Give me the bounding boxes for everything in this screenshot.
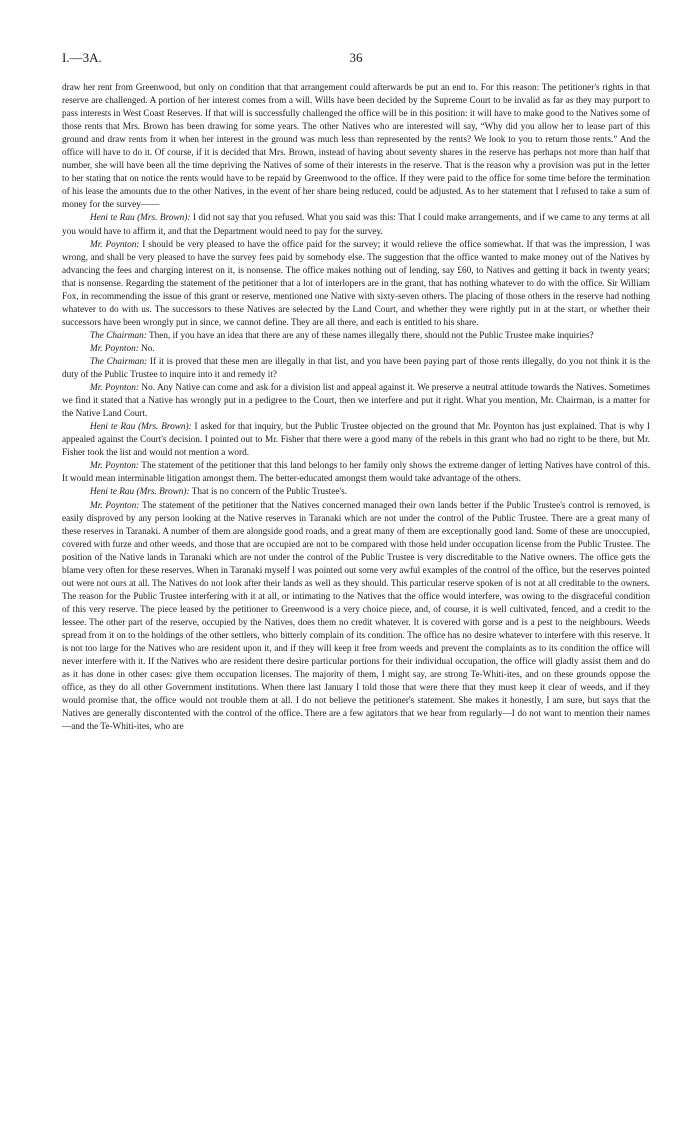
paragraph xyxy=(62,382,650,421)
speaker-name: Mr. Poynton: xyxy=(90,383,139,394)
paragraph-text: No. xyxy=(138,343,155,354)
speaker-name: Heni te Rau (Mrs. Brown): xyxy=(90,422,192,433)
paragraph xyxy=(62,500,650,735)
page-number: 36 xyxy=(349,50,363,65)
speaker-name: Heni te Rau (Mrs. Brown): xyxy=(90,487,190,498)
speaker-name: Mr. Poynton: xyxy=(90,500,140,511)
paragraph-text: No. Any Native can come and ask for a division list and appeal against it. We preserve a neutral attitude towards the Natives. Sometimes we find it stated that a Native has wrongly put in a pedigree to the Court, then we interfere and put it right. What you mention, Mr. Chairman, is a matter for the Native Land Court. xyxy=(62,383,651,420)
paragraph xyxy=(62,343,650,356)
paragraph-text: draw her rent from Greenwood, but only on condition that that arrangement could afterwards be put an end to. For this reason: The petitioner's rights in that reserve are challenged. A portion of her interest comes from a will. Wills have been decided by the Supreme Court to be invalid as far as they may purport to pass interests in West Coast Reserves. If that will is successfully challenged the office will be in this position: it will have to make good to the Natives some of those rents that Mrs. Brown has been drawing for some years. The other Natives who are interested will say, “Why did you allow her to lease part of this ground and draw rents from it when her interest in the ground was much less than represented by the rents? We look to you to return those rents.” And the office will have to do it. Of course, if it is decided that Mrs. Brown, instead of having about seventy shares in the reserve has perhaps not more than half that number, she will have been all the time depriving the Natives of some of their interests in the reserve. That is the reason why a provision was put in the letter to her stating that on notice the rents would have to be repaid by Greenwood to the office. If they were paid to the office for some time before the termination of his lease the amounts due to the other Natives, in the event of her share being reduced, could be adjusted. As to her statement that I refused to take a sum of money for the survey—— xyxy=(62,83,650,211)
paragraph xyxy=(62,212,650,238)
paragraph xyxy=(62,330,650,343)
paragraph-text: I asked for that inquiry, but the Public Trustee objected on the ground that Mr. Poynton has just explained. That is why I appealed against the Court's decision. I pointed out to Mr. Fisher that there were a good many of the rebels in this grant who had no right to be there, but Mr. Fisher took the list and would not mention a word. xyxy=(62,422,650,459)
speaker-name: The Chairman: xyxy=(90,356,148,367)
speaker-name: Mr. Poynton: xyxy=(90,343,139,354)
paragraph-text: Then, if you have an idea that there are any of these names illegally there, should not the Public Trustee make inquiries? xyxy=(146,330,594,341)
page-header xyxy=(62,50,650,66)
paragraph-text: That is no concern of the Public Trustee's. xyxy=(189,487,348,498)
paragraph-text: I did not say that you refused. What you said was this: That I could make arrangements, and if we came to any terms at all you would have to affirm it, and that the Department would need to pay for the survey. xyxy=(62,213,650,237)
speaker-name: The Chairman: xyxy=(90,330,147,341)
paragraph-text: If it is proved that these men are illegally in that list, and you have been paying part of those rents illegally, do you not think it is the duty of the Public Trustee to inquire into it and remedy it? xyxy=(62,356,650,381)
speaker-name: Mr. Poynton: xyxy=(90,239,140,250)
paragraph xyxy=(62,460,650,486)
paragraph xyxy=(62,356,650,382)
paragraph xyxy=(62,486,650,499)
paragraph xyxy=(62,421,650,460)
speaker-name: Mr. Poynton: xyxy=(90,461,139,472)
paper-reference: I.—3A. xyxy=(62,50,102,65)
paragraph-text: I should be very pleased to have the office paid for the survey; it would relieve the office somewhat. If that was the impression, I was wrong, and shall be very pleased to have the survey fees paid by somebody else. The suggestion that the office wanted to make money out of the Natives by advancing the fees and charging interest on it, is nonsense. The office makes nothing out of lending, say £60, to Natives and getting it back in twenty years; that is nonsense. Regarding the statement of the petitioner that a lot of interlopers are in the grant, that has nothing whatever to do with the office. Sir William Fox, in recommending the issue of this grant or reserve, mentioned one Native with sixty-seven others. The placing of those others in the reserve had nothing whatever to do with us. The successors to these Natives are selected by the Land Court, and whether they were rightly put in at the start, or whether their successors have been wrongly put in since, we cannot define. They are all there, and each is entitled to his share. xyxy=(62,239,651,328)
paragraph xyxy=(62,82,650,212)
paragraph-text: The statement of the petitioner that this land belongs to her family only shows the extreme danger of letting Natives have control of this. It would mean interminable litigation amongst them. The better-educated amongst them would take advantage of the others. xyxy=(62,461,651,485)
speaker-name: Heni te Rau (Mrs. Brown): xyxy=(90,213,191,224)
paragraph-text: The statement of the petitioner that the Natives concerned managed their own lands better if the Public Trustee's control is removed, is easily disproved by any person looking at the Native reserves in Taranaki which are not under the control of the Public Trustee. There are a great many of these reserves in Taranaki. A number of them are alongside good roads, and a great many of them are exceptionally good land. Some of these are unoccupied, covered with furze and other weeds, and those that are occupied are not to be compared with those held under occupation license from the Public Trustee. The position of the Native lands in Taranaki which are not under the control of the Public Trustee is very discreditable to the Native owners. The office gets the blame very often for these reserves. When in Taranaki myself I was pointed out some very awful examples of the control of the office, but the reserves pointed out were not ours at all. The Natives do not look after their lands as well as they should. This particular reserve spoken of is not at all creditable to the owners. The reason for the Public Trustee interfering with it at all, or intimating to the Natives that the office would interfere, was owing to the disgraceful condition of this very reserve. The piece leased by the petitioner to Greenwood is a very choice piece, and, of course, it is well cultivated, fenced, and a credit to the lessee. The other part of the reserve, occupied by the Natives, does them no credit whatever. It is covered with gorse and is a pest to the neighbours. Weeds spread from it on to the holdings of the other settlers, who bitterly complain of its condition. The office has no desire whatever to interfere with this reserve. It is not too large for the Natives who are resident upon it, and if they will keep it free from weeds and prevent the complaints as to its condition the office will never interfere with it. If the Natives who are resident there desire particular portions for their individual occupation, the office will gladly assist them and do as it has done in other cases: give them occupation licenses. The majority of them, I might say, are strong Te-Whiti-ites, and on these grounds oppose the office, as they do all other Government institutions. When there last January I told those that were there that they must keep it clear of weeds, and if they would promise that, the office would not trouble them at all. I do not believe the petitioner's statement. She makes it honestly, I am sure, but says that the Natives are generally discontented with the control of the office. There are a few agitators that we hear from regularly—I do not want to mention their names—and the Te-Whiti-ites, who are xyxy=(62,500,650,733)
page-body xyxy=(62,82,650,734)
paragraph xyxy=(62,239,650,330)
